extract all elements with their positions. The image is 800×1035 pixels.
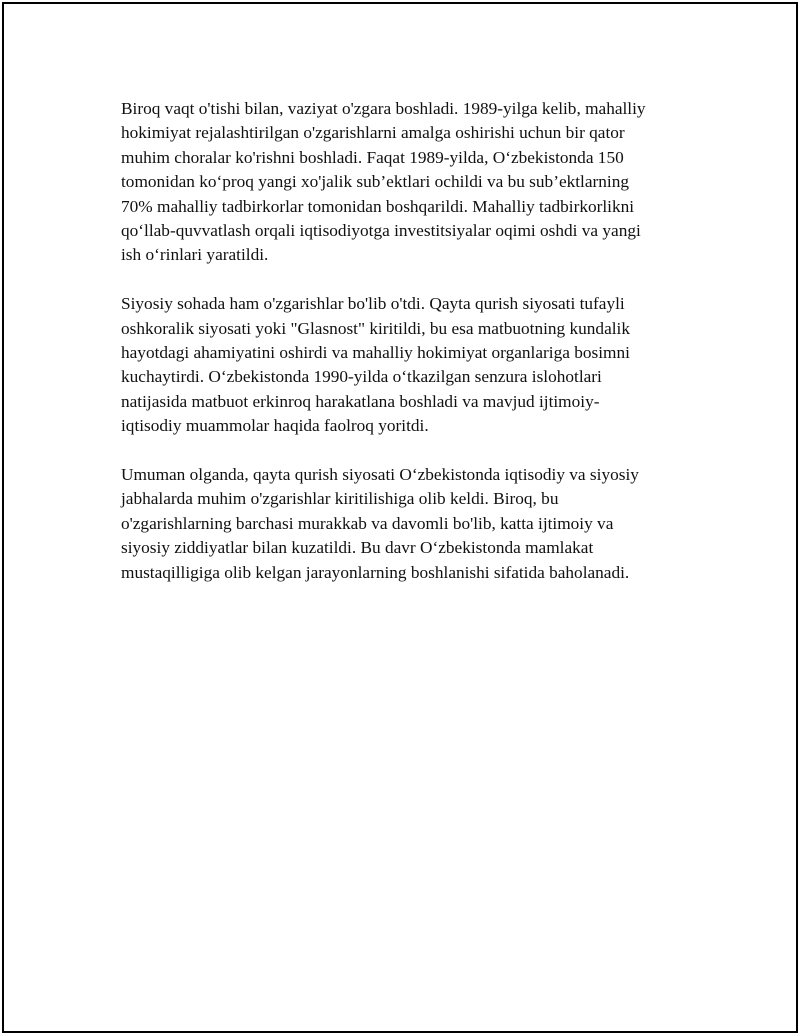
text-line: o'zgarishlarning barchasi murakkab va davomli bo'lib, katta ijtimoiy va [121,513,614,533]
text-line: hokimiyat rejalashtirilgan o'zgarishlarni amalga oshirishi uchun bir qator [121,123,625,143]
text-line: hayotdagi ahamiyatini oshirdi va mahalliy hokimiyat organlariga bosimni [121,343,630,363]
text-line: muhim choralar ko'rishni boshladi. Faqat 1989-yilda, O‘zbekistonda 150 [121,147,624,167]
text-line: tomonidan ko‘proq yangi xo'jalik sub’ektlari ochildi va bu sub’ektlarning [121,172,630,192]
text-line: natijasida matbuot erkinroq harakatlana boshladi va mavjud ijtimoiy- [121,391,600,411]
page-frame [2,2,798,1033]
text-line: mustaqilligiga olib kelgan jarayonlarning boshlanishi sifatida baholanadi. [121,562,630,582]
text-line: Siyosiy sohada ham o'zgarishlar bo'lib o'tdi. Qayta qurish siyosati tufayli [121,294,625,314]
document-body [121,97,691,609]
text-line: kuchaytirdi. O‘zbekistonda 1990-yilda o‘tkazilgan senzura islohotlari [121,367,602,387]
text-line: siyosiy ziddiyatlar bilan kuzatildi. Bu davr O‘zbekistonda mamlakat [121,538,594,558]
text-line: iqtisodiy muammolar haqida faolroq yoritdi. [121,416,429,436]
text-line: oshkoralik siyosati yoki "Glasnost" kiritildi, bu esa matbuotning kundalik [121,318,630,338]
text-line: Umuman olganda, qayta qurish siyosati O‘zbekistonda iqtisodiy va siyosiy [121,465,639,485]
text-line: 70% mahalliy tadbirkorlar tomonidan boshqarildi. Mahalliy tadbirkorlikni [121,196,635,216]
text-line: ish o‘rinlari yaratildi. [121,245,269,265]
text-line: Biroq vaqt o'tishi bilan, vaziyat o'zgara boshladi. 1989-yilga kelib, mahalliy [121,99,646,118]
paragraph-3 [121,463,691,585]
paragraph-2 [121,292,691,438]
paragraph-1 [121,97,691,268]
text-line: jabhalarda muhim o'zgarishlar kiritilishiga olib keldi. Biroq, bu [121,489,559,509]
text-line: qo‘llab-quvvatlash orqali iqtisodiyotga investitsiyalar oqimi oshdi va yangi [121,221,641,241]
